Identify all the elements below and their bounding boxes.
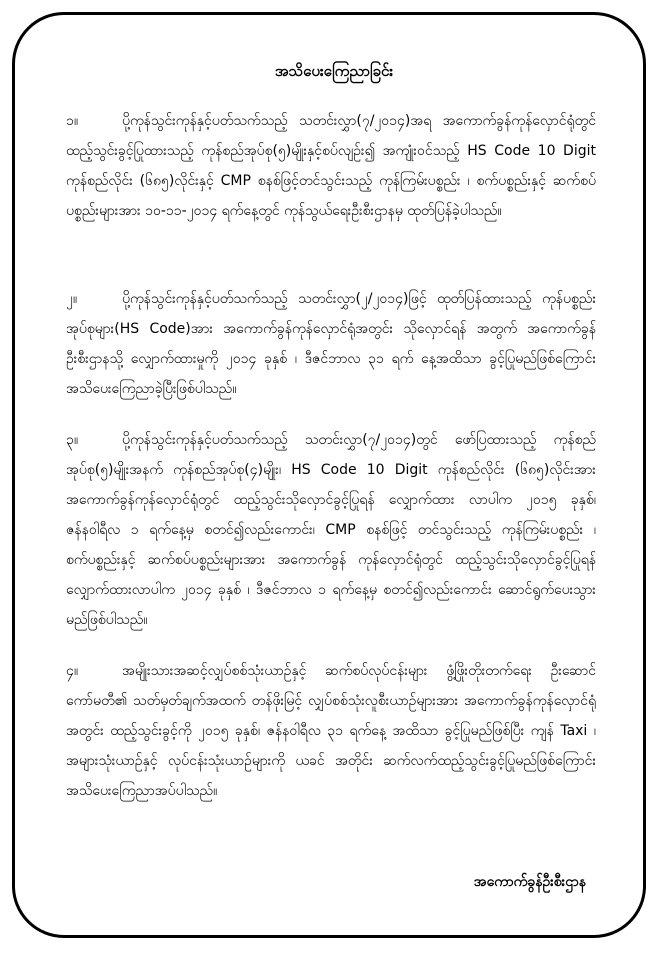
paragraph-text: အမျိုးသားအဆင့်လျှပ်စစ်သုံးယာဉ်နှင့် ဆက်စပ်လုပ်ငန်းများ ဖွံ့ဖြိုးတိုးတက်ရေး ဦးဆောင်ကော်မတီ၏ သတ်မှတ်ချက်အထက် တန်ဖိုးမြင့် လျှပ်စစ်သုံးလူစီးယာဉ်များအား အကောက်ခွန်ကုန်လှောင်ရုံအတွင်း ထည့်သွင်းခွင့်ကို ၂၀၁၅ ခုနှစ်၊ ဇန်နဝါရီလ ၃၁ ရက်နေ့ အထိသာ ခွင့်ပြုမည်ဖြစ်ပြီး ကျန် Taxi ၊ အများသုံးယာဉ်နှင့် လုပ်ငန်းသုံးယာဉ်များကို ယခင် အတိုင်း ဆက်လက်ထည့်သွင်းခွင့်ပြုမည်ဖြစ်ကြောင်း အသိပေးကြေညာအပ်ပါသည်။ [66, 663, 596, 799]
paragraph-2 [66, 284, 596, 404]
paragraph-text: ပို့ကုန်သွင်းကုန်နှင့်ပတ်သက်သည့် သတင်းလွှာ(၂/၂၀၁၄)ဖြင့် ထုတ်ပြန်ထားသည့် ကုန်ပစ္စည်းအုပ်စုများ(HS Code)အား အကောက်ခွန်ကုန်လှောင်ရုံအတွင်း သိုလှောင်ရန် အတွက် အကောက်ခွန်ဦးစီးဌာနသို့ လျှောက်ထားမှုကို ၂၀၁၄ ခုနှစ် ၊ ဒီဇင်ဘာလ ၃၁ ရက် နေ့အထိသာ ခွင့်ပြုမည်ဖြစ်ကြောင်း အသိပေးကြေညာခဲ့ပြီးဖြစ်ပါသည်။ [66, 291, 596, 397]
paragraph-number: ၃။ [66, 432, 79, 448]
paragraph-number: ၁။ [66, 113, 79, 129]
paragraph-3 [66, 425, 596, 635]
paragraph-text: ပို့ကုန်သွင်းကုန်နှင့်ပတ်သက်သည့် သတင်းလွှာ(၇/၂၀၁၄)တွင် ဖော်ပြထားသည့် ကုန်စည်အုပ်စု(၅)မျိုးအနက် ကုန်စည်အုပ်စု(၄)မျိုး၊ HS Code 10 Digit ကုန်စည်လိုင်း (၆၈၅)လိုင်းအား အကောက်ခွန်ကုန်လှောင်ရုံတွင် ထည့်သွင်းသိုလှောင်ခွင့်ပြုရန် လျှောက်ထား လာပါက ၂၀၁၅ ခုနှစ်၊ ဇန်နဝါရီလ ၁ ရက်နေ့မှ စတင်၍လည်းကောင်း၊ CMP စနစ်ဖြင့် တင်သွင်းသည့် ကုန်ကြမ်းပစ္စည်း ၊ စက်ပစ္စည်းနှင့် ဆက်စပ်ပစ္စည်းများအား အကောက်ခွန် ကုန်လှောင်ရုံတွင် ထည့်သွင်းသိုလှောင်ခွင့်ပြုရန် လျှောက်ထားလာပါက ၂၀၁၄ ခုနှစ် ၊ ဒီဇင်ဘာလ ၁ ရက်နေ့မှ စတင်၍လည်းကောင်း ဆောင်ရွက်ပေးသွားမည်ဖြစ်ပါသည်။ [66, 432, 596, 628]
paragraph-text: ပို့ကုန်သွင်းကုန်နှင့်ပတ်သက်သည့် သတင်းလွှာ(၇/၂၀၁၄)အရ အကောက်ခွန်ကုန်လှောင်ရုံတွင် ထည့်သွင်းခွင့်ပြုထားသည့် ကုန်စည်အုပ်စု(၅)မျိုးနှင့်စပ်လျဉ်း၍ အကျုံးဝင်သည့် HS Code 10 Digit ကုန်စည်လိုင်း (၆၈၅)လိုင်းနှင့် CMP စနစ်ဖြင့်တင်သွင်းသည့် ကုန်ကြမ်းပစ္စည်း ၊ စက်ပစ္စည်းနှင့် ဆက်စပ်ပစ္စည်းများအား ၁၀-၁၁-၂၀၁၄ ရက်နေ့တွင် ကုန်သွယ်ရေးဦးစီးဌာနမှ ထုတ်ပြန်ခဲ့ပါသည်။ [66, 113, 596, 219]
signature-department: အကောက်ခွန်ဦးစီးဌာန [473, 874, 586, 890]
paragraph-1 [66, 106, 596, 226]
notice-title: အသိပေးကြေညာခြင်း [274, 62, 394, 80]
paragraph-number: ၄။ [66, 663, 79, 679]
paragraph-4 [66, 656, 596, 806]
paragraph-number: ၂။ [66, 291, 78, 307]
